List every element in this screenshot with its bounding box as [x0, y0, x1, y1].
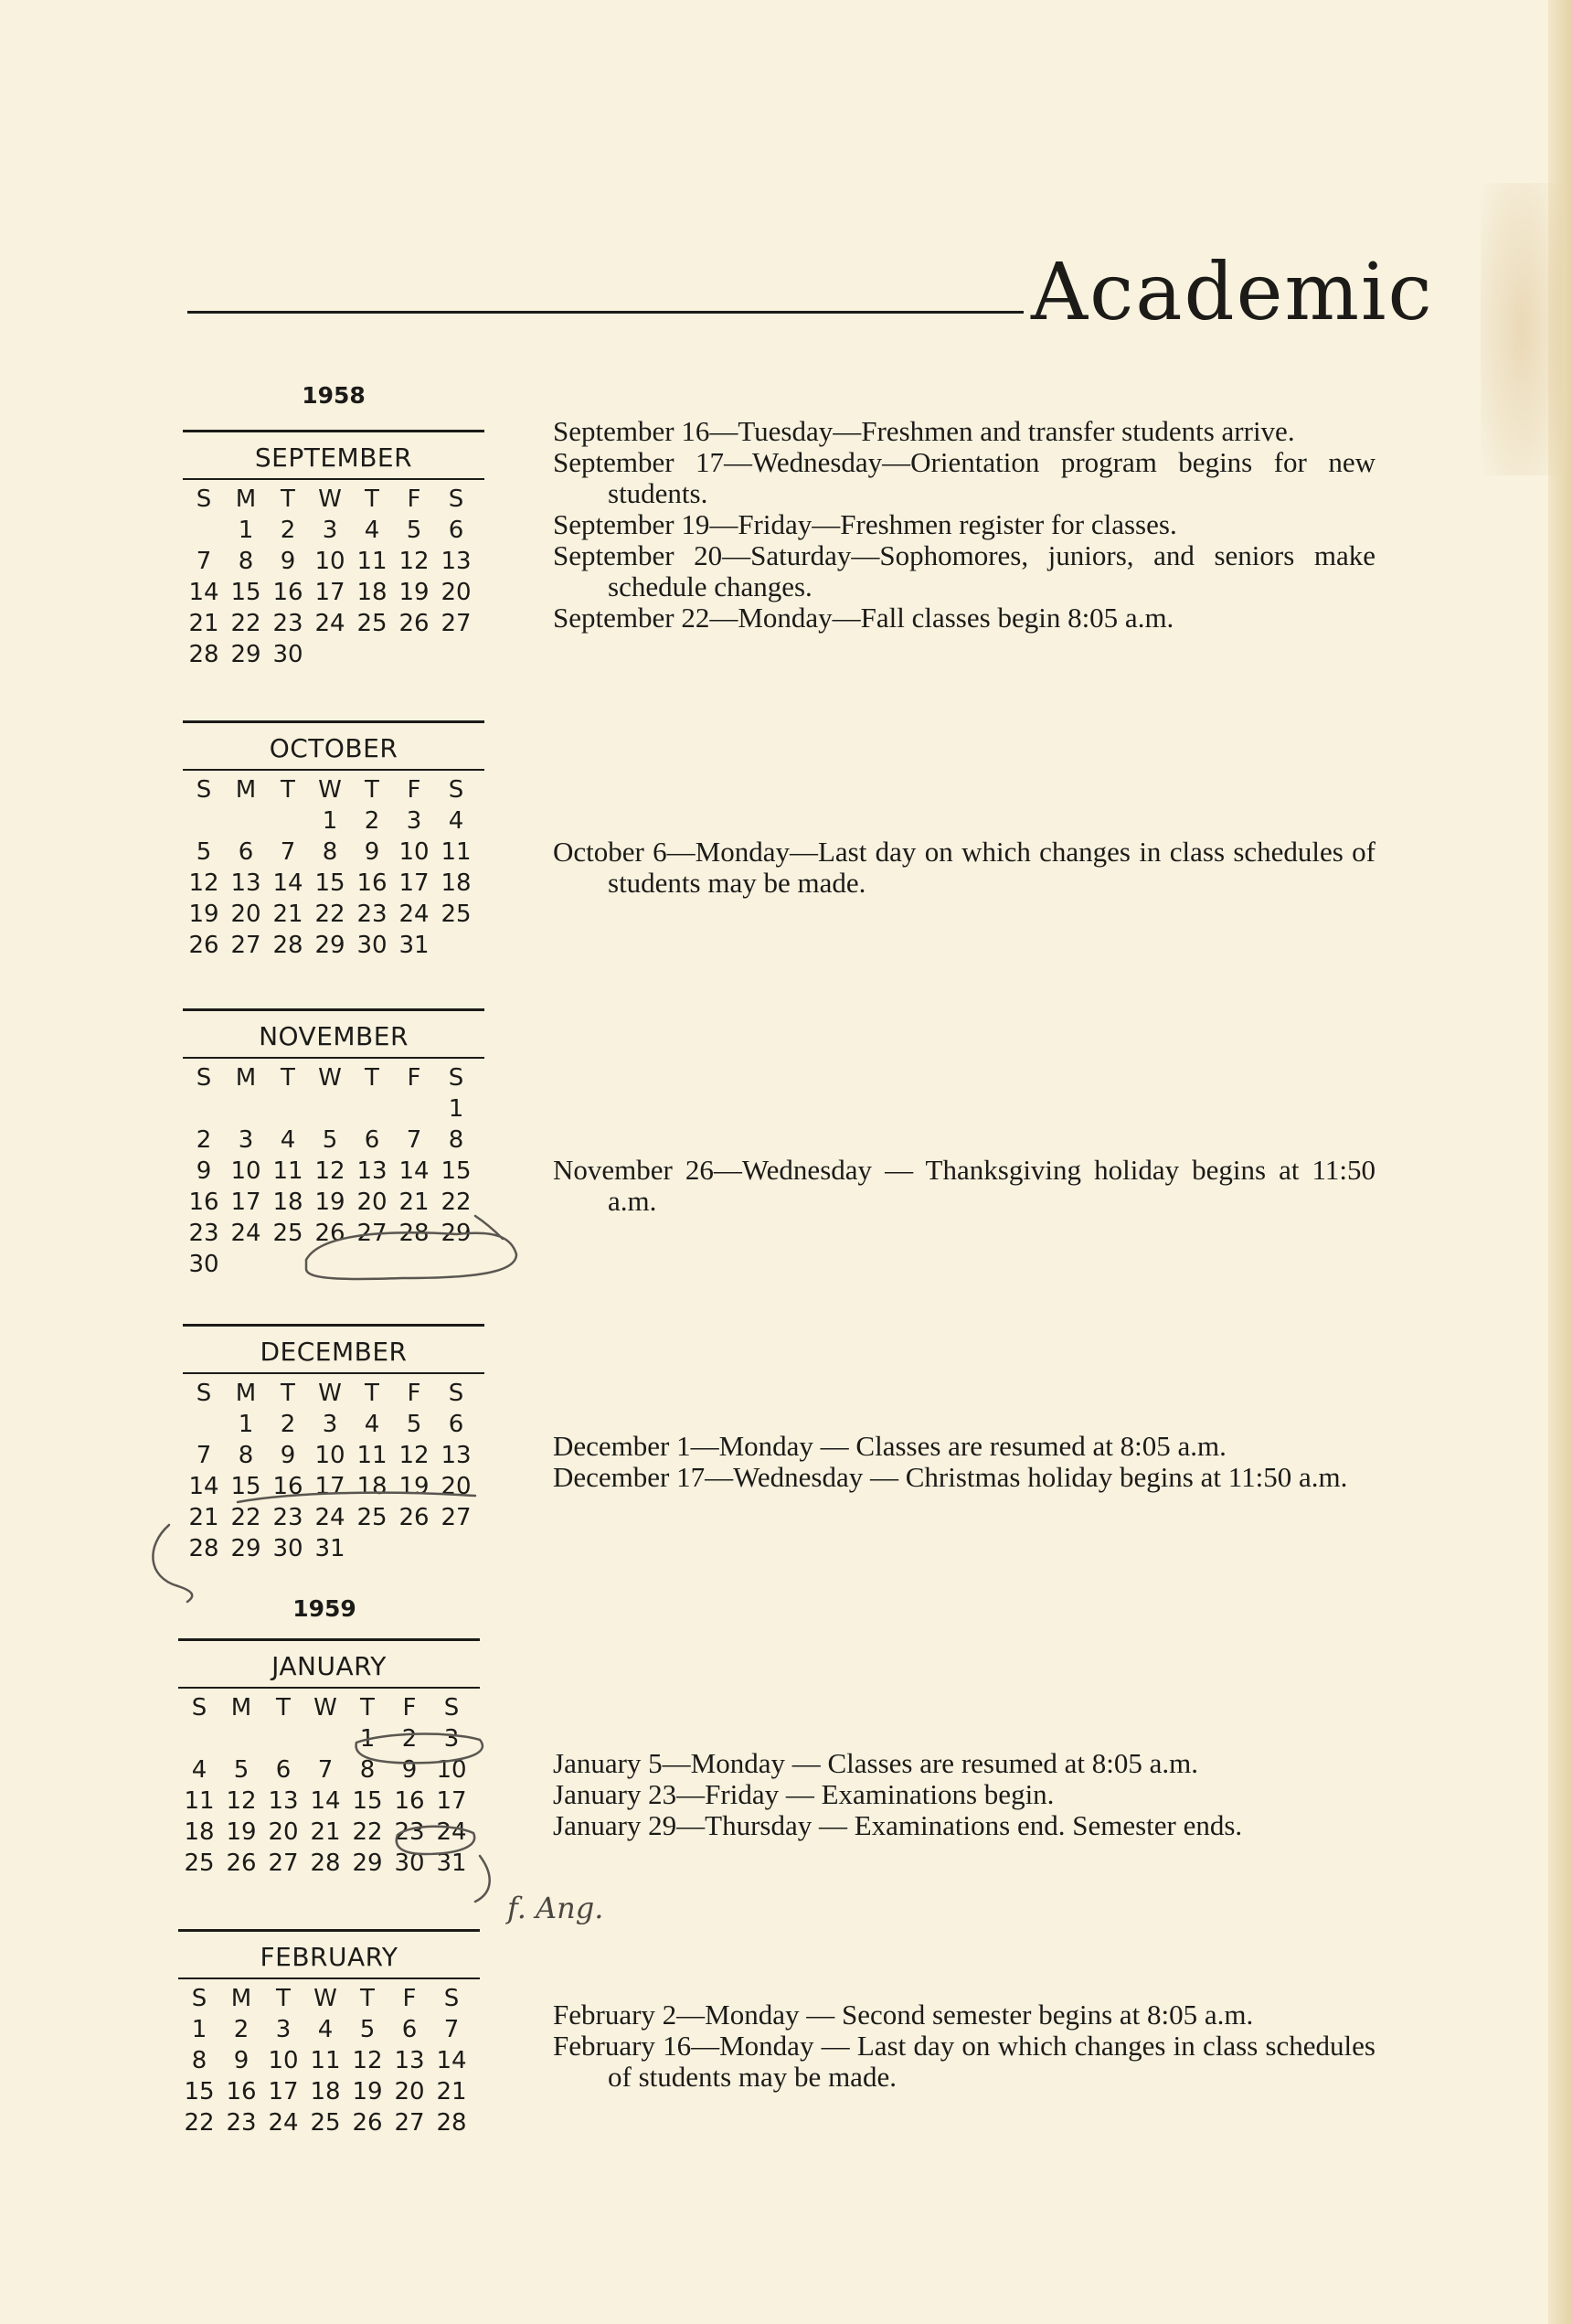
- day-cell: 1: [191, 2016, 207, 2043]
- empty-cell: [309, 1093, 351, 1125]
- day-cell: 29: [314, 932, 345, 959]
- rule: [183, 1372, 484, 1374]
- weekday-header: M: [235, 1380, 257, 1407]
- day-cell: 5: [322, 1126, 338, 1154]
- weekday-header: T: [365, 1380, 379, 1407]
- weekday-header: T: [365, 776, 379, 804]
- day-cell: 16: [188, 1189, 219, 1216]
- weekday-header: W: [318, 1064, 342, 1092]
- day-cell: 24: [314, 1504, 345, 1531]
- calendar-february: [178, 1929, 480, 2138]
- events-january: [553, 1748, 1376, 1841]
- events-november: [553, 1155, 1376, 1217]
- day-cell: 10: [268, 2047, 299, 2074]
- day-cell: 3: [238, 1126, 254, 1154]
- day-cell: 5: [406, 1411, 422, 1438]
- weekday-header: T: [360, 1694, 375, 1722]
- day-cell: 23: [226, 2109, 257, 2137]
- day-cell: 20: [394, 2078, 425, 2105]
- day-cell: 1: [238, 517, 254, 544]
- day-cell: 26: [188, 932, 219, 959]
- weekday-header: S: [196, 776, 212, 804]
- rule: [178, 1687, 480, 1689]
- day-cell: 12: [352, 2047, 383, 2074]
- day-cell: 13: [268, 1787, 299, 1815]
- weekday-header: S: [196, 485, 212, 513]
- weekday-header: T: [276, 1694, 291, 1722]
- day-cell: 27: [441, 1504, 472, 1531]
- day-cell: 10: [314, 1442, 345, 1469]
- day-cell: 14: [272, 869, 303, 897]
- event-entry: January 23—Friday — Examinations begin.: [553, 1778, 1055, 1810]
- day-cell: 28: [436, 2109, 467, 2137]
- day-cell: 27: [441, 610, 472, 637]
- day-cell: 22: [441, 1189, 472, 1216]
- day-cell: 3: [275, 2016, 292, 2043]
- day-cell: 25: [184, 1850, 215, 1877]
- day-cell: 10: [314, 548, 345, 575]
- empty-cell: [267, 805, 309, 837]
- event-entry: February 2—Monday — Second semester begins at 8:05 a.m.: [553, 1999, 1254, 2031]
- day-cell: 24: [436, 1818, 467, 1846]
- day-cell: 10: [230, 1157, 261, 1185]
- day-cell: 1: [359, 1725, 376, 1753]
- day-cell: 21: [188, 1504, 219, 1531]
- day-cell: 2: [280, 1411, 296, 1438]
- weekday-header: T: [365, 1064, 379, 1092]
- month-name: NOVEMBER: [259, 1021, 409, 1051]
- day-cell: 25: [310, 2109, 341, 2137]
- day-cell: 30: [272, 641, 303, 668]
- day-cell: 24: [314, 610, 345, 637]
- day-cell: 17: [314, 579, 345, 606]
- weekday-header: S: [196, 1064, 212, 1092]
- day-cell: 31: [398, 932, 430, 959]
- day-cell: 5: [196, 838, 212, 866]
- weekday-header: M: [235, 776, 257, 804]
- day-cell: 13: [394, 2047, 425, 2074]
- day-cell: 30: [356, 932, 388, 959]
- event-entry: September 17—Wednesday—Orientation program begins for new students.: [553, 446, 1376, 509]
- day-cell: 21: [272, 901, 303, 928]
- weekday-header: M: [230, 1985, 252, 2012]
- event-entry: February 16—Monday — Last day on which changes in class schedules of students may be made.: [553, 2030, 1376, 2093]
- day-cell: 1: [448, 1095, 464, 1123]
- day-cell: 15: [230, 1473, 261, 1500]
- day-cell: 20: [441, 579, 472, 606]
- day-cell: 12: [226, 1787, 257, 1815]
- weekday-header: S: [448, 1064, 464, 1092]
- day-cell: 15: [230, 579, 261, 606]
- weekday-header: T: [281, 485, 295, 513]
- day-cell: 23: [272, 610, 303, 637]
- day-cell: 14: [188, 1473, 219, 1500]
- day-cell: 21: [188, 610, 219, 637]
- day-cell: 25: [356, 1504, 388, 1531]
- day-cell: 19: [398, 579, 430, 606]
- empty-cell: [393, 1093, 435, 1125]
- weekday-header: S: [448, 1380, 464, 1407]
- day-cell: 2: [196, 1126, 212, 1154]
- events-february: [553, 1999, 1376, 2093]
- weekday-header: W: [313, 1694, 337, 1722]
- weekday-header: M: [230, 1694, 252, 1722]
- weekday-header: S: [191, 1694, 207, 1722]
- day-cell: 20: [268, 1818, 299, 1846]
- day-cell: 15: [352, 1787, 383, 1815]
- day-cell: 22: [230, 610, 261, 637]
- day-cell: 8: [238, 548, 254, 575]
- calendar-december: [183, 1324, 484, 1564]
- weekday-header: W: [313, 1985, 337, 2012]
- day-cell: 28: [272, 932, 303, 959]
- day-cell: 28: [398, 1220, 430, 1247]
- weekday-header: W: [318, 1380, 342, 1407]
- event-entry: September 20—Saturday—Sophomores, juniors, and seniors make schedule changes.: [553, 539, 1376, 602]
- weekday-header: F: [407, 776, 421, 804]
- day-cell: 21: [436, 2078, 467, 2105]
- day-cell: 19: [188, 901, 219, 928]
- day-cell: 26: [352, 2109, 383, 2137]
- day-cell: 9: [233, 2047, 250, 2074]
- year-label-1958: 1958: [302, 382, 366, 409]
- weekday-header: S: [191, 1985, 207, 2012]
- day-cell: 9: [364, 838, 380, 866]
- day-cell: 22: [352, 1818, 383, 1846]
- day-cell: 24: [398, 901, 430, 928]
- day-cell: 3: [322, 1411, 338, 1438]
- empty-cell: [220, 1723, 262, 1754]
- day-cell: 5: [233, 1756, 250, 1784]
- event-entry: October 6—Monday—Last day on which changes in class schedules of students may be made.: [553, 836, 1376, 899]
- day-cell: 6: [448, 517, 464, 544]
- day-cell: 27: [394, 2109, 425, 2137]
- day-cell: 26: [398, 1504, 430, 1531]
- day-cell: 21: [310, 1818, 341, 1846]
- day-cell: 22: [314, 901, 345, 928]
- event-entry: September 19—Friday—Freshmen register for classes.: [553, 508, 1177, 540]
- events-september: [553, 416, 1376, 634]
- day-cell: 13: [356, 1157, 388, 1185]
- day-cell: 11: [356, 548, 388, 575]
- day-cell: 17: [436, 1787, 467, 1815]
- day-cell: 2: [233, 2016, 250, 2043]
- day-cell: 28: [188, 1535, 219, 1562]
- day-cell: 26: [226, 1850, 257, 1877]
- day-cell: 9: [196, 1157, 212, 1185]
- day-cell: 25: [356, 610, 388, 637]
- day-cell: 30: [272, 1535, 303, 1562]
- day-cell: 30: [188, 1251, 219, 1278]
- day-cell: 17: [268, 2078, 299, 2105]
- day-cell: 20: [230, 901, 261, 928]
- day-cell: 15: [314, 869, 345, 897]
- day-cell: 8: [191, 2047, 207, 2074]
- weekday-header: T: [281, 1380, 295, 1407]
- weekday-header: F: [402, 1694, 417, 1722]
- day-cell: 7: [406, 1126, 422, 1154]
- weekday-header: W: [318, 776, 342, 804]
- day-cell: 30: [394, 1850, 425, 1877]
- event-entry: September 22—Monday—Fall classes begin 8:05 a.m.: [553, 602, 1174, 634]
- weekday-header: T: [276, 1985, 291, 2012]
- day-cell: 10: [436, 1756, 467, 1784]
- day-cell: 15: [184, 2078, 215, 2105]
- day-cell: 23: [356, 901, 388, 928]
- day-cell: 23: [394, 1818, 425, 1846]
- day-cell: 3: [443, 1725, 460, 1753]
- day-cell: 18: [184, 1818, 215, 1846]
- day-cell: 18: [356, 579, 388, 606]
- day-cell: 4: [317, 2016, 334, 2043]
- day-cell: 27: [230, 932, 261, 959]
- event-entry: January 29—Thursday — Examinations end. Semester ends.: [553, 1809, 1243, 1841]
- day-cell: 14: [188, 579, 219, 606]
- day-cell: 12: [398, 1442, 430, 1469]
- day-cell: 9: [280, 1442, 296, 1469]
- empty-cell: [304, 1723, 346, 1754]
- event-entry: November 26—Wednesday — Thanksgiving holiday begins at 11:50 a.m.: [553, 1154, 1376, 1217]
- day-cell: 23: [188, 1220, 219, 1247]
- weekday-header: S: [448, 776, 464, 804]
- weekday-header: S: [196, 1380, 212, 1407]
- calendar-october: [183, 720, 484, 961]
- day-cell: 4: [448, 807, 464, 835]
- day-grid: [183, 1378, 484, 1564]
- day-cell: 9: [280, 548, 296, 575]
- day-cell: 13: [230, 869, 261, 897]
- day-cell: 14: [398, 1157, 430, 1185]
- day-cell: 15: [441, 1157, 472, 1185]
- day-cell: 18: [272, 1189, 303, 1216]
- day-cell: 12: [314, 1157, 345, 1185]
- day-cell: 16: [226, 2078, 257, 2105]
- empty-cell: [183, 515, 225, 546]
- empty-cell: [183, 1409, 225, 1440]
- day-cell: 6: [448, 1411, 464, 1438]
- day-cell: 19: [352, 2078, 383, 2105]
- day-cell: 17: [398, 869, 430, 897]
- day-cell: 7: [317, 1756, 334, 1784]
- calendar-january: [178, 1638, 480, 1879]
- day-cell: 4: [191, 1756, 207, 1784]
- day-cell: 16: [272, 1473, 303, 1500]
- day-cell: 6: [364, 1126, 380, 1154]
- day-cell: 22: [184, 2109, 215, 2137]
- day-cell: 13: [441, 1442, 472, 1469]
- weekday-header: F: [402, 1985, 417, 2012]
- day-cell: 2: [364, 807, 380, 835]
- day-cell: 27: [268, 1850, 299, 1877]
- rule: [178, 1978, 480, 1979]
- day-cell: 11: [272, 1157, 303, 1185]
- page-title: Academic: [1031, 247, 1434, 338]
- day-cell: 22: [230, 1504, 261, 1531]
- day-cell: 19: [314, 1189, 345, 1216]
- day-cell: 18: [356, 1473, 388, 1500]
- day-cell: 25: [272, 1220, 303, 1247]
- weekday-header: F: [407, 485, 421, 513]
- event-entry: January 5—Monday — Classes are resumed at 8:05 a.m.: [553, 1747, 1198, 1779]
- day-cell: 12: [188, 869, 219, 897]
- weekday-header: F: [407, 1064, 421, 1092]
- day-grid: [178, 1983, 480, 2138]
- year-label-1959: 1959: [292, 1595, 356, 1622]
- day-cell: 28: [188, 641, 219, 668]
- day-cell: 14: [310, 1787, 341, 1815]
- day-cell: 20: [356, 1189, 388, 1216]
- empty-cell: [183, 805, 225, 837]
- empty-cell: [225, 1093, 267, 1125]
- day-cell: 18: [441, 869, 472, 897]
- day-cell: 6: [275, 1756, 292, 1784]
- weekday-header: F: [407, 1380, 421, 1407]
- day-cell: 17: [314, 1473, 345, 1500]
- day-cell: 6: [401, 2016, 418, 2043]
- weekday-header: M: [235, 1064, 257, 1092]
- day-cell: 29: [352, 1850, 383, 1877]
- day-cell: 7: [443, 2016, 460, 2043]
- day-cell: 31: [314, 1535, 345, 1562]
- day-cell: 3: [322, 517, 338, 544]
- day-cell: 11: [310, 2047, 341, 2074]
- day-cell: 19: [226, 1818, 257, 1846]
- calendar-september: [183, 430, 484, 670]
- day-cell: 29: [441, 1220, 472, 1247]
- event-entry: December 1—Monday — Classes are resumed at 8:05 a.m.: [553, 1430, 1227, 1462]
- events-october: [553, 837, 1376, 899]
- day-grid: [183, 1062, 484, 1280]
- day-cell: 7: [280, 838, 296, 866]
- day-cell: 7: [196, 548, 212, 575]
- empty-cell: [267, 1093, 309, 1125]
- month-name: DECEMBER: [260, 1337, 408, 1367]
- day-cell: 29: [230, 1535, 261, 1562]
- day-cell: 16: [394, 1787, 425, 1815]
- day-cell: 25: [441, 901, 472, 928]
- events-december: [553, 1431, 1376, 1493]
- month-name: OCTOBER: [269, 733, 398, 763]
- weekday-header: S: [443, 1985, 460, 2012]
- paper-stain: [1481, 183, 1563, 475]
- weekday-header: T: [281, 1064, 295, 1092]
- day-cell: 21: [398, 1189, 430, 1216]
- day-cell: 1: [322, 807, 338, 835]
- empty-cell: [262, 1723, 304, 1754]
- rule: [183, 478, 484, 480]
- empty-cell: [351, 1093, 393, 1125]
- day-cell: 11: [184, 1787, 215, 1815]
- day-cell: 16: [272, 579, 303, 606]
- day-grid: [178, 1692, 480, 1879]
- day-cell: 2: [401, 1725, 418, 1753]
- event-entry: December 17—Wednesday — Christmas holiday begins at 11:50 a.m.: [553, 1461, 1348, 1493]
- day-cell: 3: [406, 807, 422, 835]
- day-cell: 12: [398, 548, 430, 575]
- calendar-november: [183, 1008, 484, 1280]
- day-cell: 26: [314, 1220, 345, 1247]
- day-cell: 8: [448, 1126, 464, 1154]
- weekday-header: W: [318, 485, 342, 513]
- rule: [183, 769, 484, 771]
- day-cell: 2: [280, 517, 296, 544]
- day-cell: 18: [310, 2078, 341, 2105]
- day-cell: 23: [272, 1504, 303, 1531]
- day-cell: 5: [359, 2016, 376, 2043]
- day-cell: 7: [196, 1442, 212, 1469]
- day-cell: 1: [238, 1411, 254, 1438]
- day-cell: 28: [310, 1850, 341, 1877]
- day-cell: 11: [356, 1442, 388, 1469]
- day-cell: 24: [268, 2109, 299, 2137]
- weekday-header: S: [448, 485, 464, 513]
- day-cell: 6: [238, 838, 254, 866]
- day-cell: 20: [441, 1473, 472, 1500]
- month-name: JANUARY: [271, 1651, 387, 1681]
- weekday-header: T: [281, 776, 295, 804]
- day-grid: [183, 774, 484, 961]
- day-cell: 8: [238, 1442, 254, 1469]
- header-rule: [187, 311, 1024, 314]
- weekday-header: M: [235, 485, 257, 513]
- day-cell: 19: [398, 1473, 430, 1500]
- day-cell: 11: [441, 838, 472, 866]
- day-cell: 29: [230, 641, 261, 668]
- day-cell: 13: [441, 548, 472, 575]
- empty-cell: [225, 805, 267, 837]
- day-cell: 5: [406, 517, 422, 544]
- day-cell: 16: [356, 869, 388, 897]
- day-cell: 4: [364, 1411, 380, 1438]
- day-cell: 17: [230, 1189, 261, 1216]
- day-cell: 14: [436, 2047, 467, 2074]
- day-cell: 4: [364, 517, 380, 544]
- day-cell: 9: [401, 1756, 418, 1784]
- day-cell: 24: [230, 1220, 261, 1247]
- month-name: FEBRUARY: [260, 1942, 398, 1972]
- day-cell: 26: [398, 610, 430, 637]
- month-name: SEPTEMBER: [254, 442, 413, 473]
- day-cell: 10: [398, 838, 430, 866]
- day-cell: 27: [356, 1220, 388, 1247]
- handwritten-note: f. Ang.: [507, 1891, 604, 1925]
- weekday-header: S: [443, 1694, 460, 1722]
- day-cell: 8: [322, 838, 338, 866]
- weekday-header: T: [365, 485, 379, 513]
- day-cell: 4: [280, 1126, 296, 1154]
- day-cell: 8: [359, 1756, 376, 1784]
- weekday-header: T: [360, 1985, 375, 2012]
- day-grid: [183, 484, 484, 670]
- day-cell: 31: [436, 1850, 467, 1877]
- rule: [183, 1057, 484, 1059]
- empty-cell: [183, 1093, 225, 1125]
- event-entry: September 16—Tuesday—Freshmen and transfer students arrive.: [553, 415, 1295, 447]
- empty-cell: [178, 1723, 220, 1754]
